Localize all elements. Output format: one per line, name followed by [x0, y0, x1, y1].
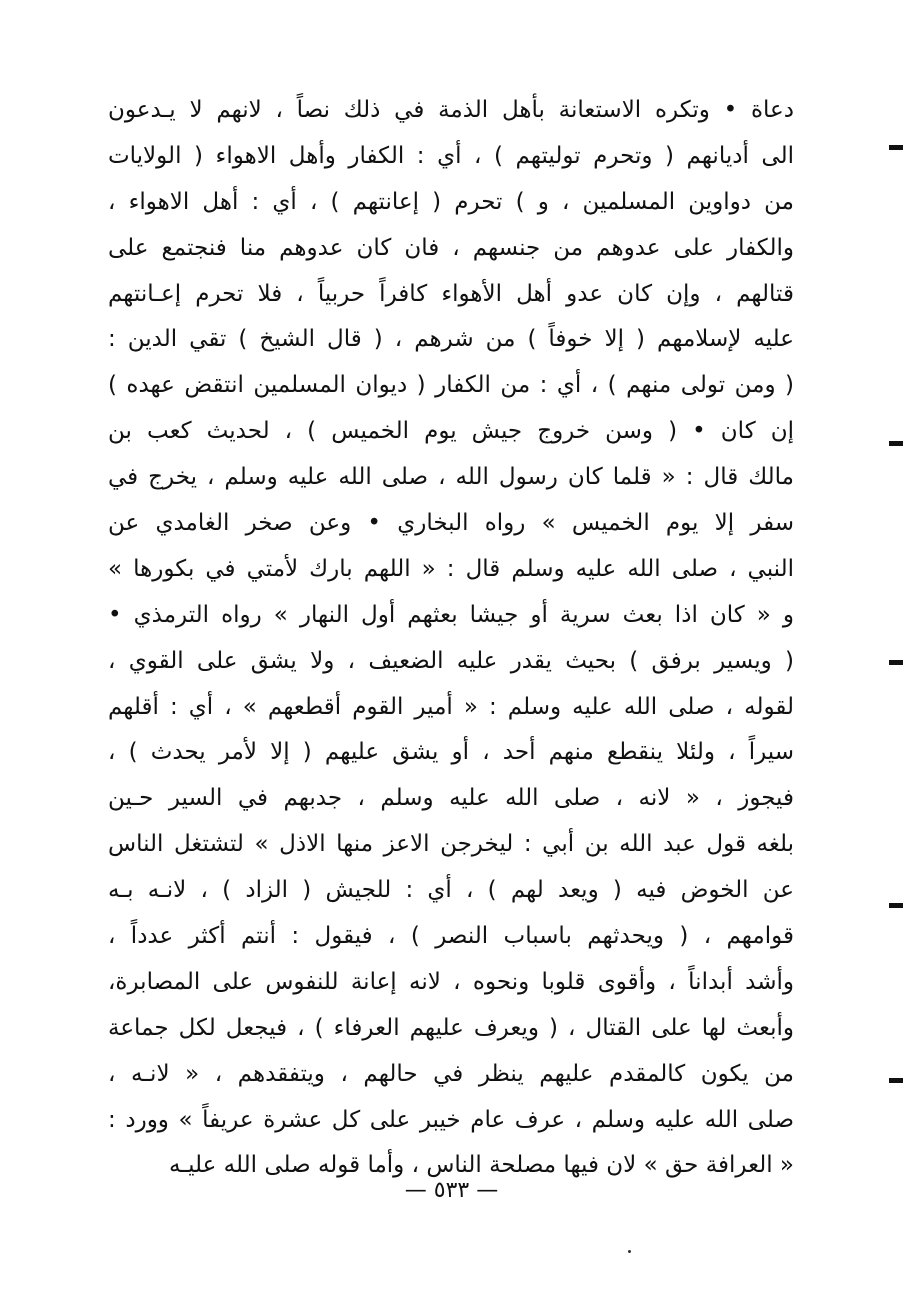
- text-line: وأبعث لها على القتال ، ( ويعرف عليهم العرفاء ) ، فيجعل لكل جماعة: [108, 1014, 794, 1041]
- text-line: صلى الله عليه وسلم ، عرف عام خيبر على كل عشرة عريفاً » وورد :: [108, 1106, 794, 1133]
- text-line: وأشد أبداناً ، وأقوى قلوبا ونحوه ، لانه إعانة للنفوس على المصابرة،: [108, 968, 794, 995]
- margin-mark: [889, 1078, 903, 1083]
- margin-mark: [889, 903, 903, 908]
- text-line: النبي ، صلى الله عليه وسلم قال : « اللهم بارك لأمتي في بكورها »: [108, 555, 794, 582]
- text-line: سفر إلا يوم الخميس » رواه البخاري • وعن صخر الغامدي عن: [108, 510, 794, 537]
- text-line: عن الخوض فيه ( ويعد لهم ) ، أي : للجيش ( الزاد ) ، لانـه بـه: [108, 877, 794, 904]
- text-line: إن كان • ( وسن خروج جيش يوم الخميس ) ، لحديث كعب بن: [108, 418, 794, 445]
- text-line: فيجوز ، « لانه ، صلى الله عليه وسلم ، جدبهم في السير حـين: [108, 785, 794, 812]
- page-number: — ٥٣٣ —: [404, 1178, 499, 1203]
- text-line: والكفار على عدوهم من جنسهم ، فان كان عدوهم منا فنجتمع على: [108, 234, 794, 261]
- text-line: لقوله ، صلى الله عليه وسلم : « أمير القوم أقطعهم » ، أي : أقلهم: [108, 693, 794, 720]
- text-line: « العرافة حق » لان فيها مصلحة الناس ، وأما قوله صلى الله عليـه: [169, 1152, 794, 1179]
- text-line: ( ومن تولى منهم ) ، أي : من الكفار ( ديوان المسلمين انتقض عهده ): [108, 372, 794, 399]
- text-line: بلغه قول عبد الله بن أبي : ليخرجن الاعز منها الاذل » لتشتغل الناس: [108, 831, 794, 858]
- text-line: ( ويسير برفق ) بحيث يقدر عليه الضعيف ، ولا يشق على القوي ،: [108, 647, 794, 674]
- text-line: الى أديانهم ( وتحرم توليتهم ) ، أي : الكفار وأهل الاهواء ( الولايات: [108, 142, 794, 169]
- margin-mark: [889, 145, 903, 150]
- scan-speck: [628, 1250, 631, 1253]
- text-line: من يكون كالمقدم عليهم ينظر في حالهم ، ويتفقدهم ، « لانـه ،: [108, 1060, 794, 1087]
- text-line: و « كان اذا بعث سرية أو جيشا بعثهم أول النهار » رواه الترمذي •: [108, 601, 794, 628]
- text-line: قتالهم ، وإن كان عدو أهل الأهواء كافراً حربياً ، فلا تحرم إعـانتهم: [108, 280, 794, 307]
- margin-mark: [889, 660, 903, 665]
- text-line: مالك قال : « قلما كان رسول الله ، صلى الله عليه وسلم ، يخرج في: [108, 464, 794, 491]
- margin-mark: [889, 441, 903, 446]
- text-line: من دواوين المسلمين ، و ) تحرم ( إعانتهم ) ، أي : أهل الاهواء ،: [108, 188, 794, 215]
- text-line: سيراً ، ولئلا ينقطع منهم أحد ، أو يشق عليهم ( إلا لأمر يحدث ) ،: [108, 739, 794, 766]
- text-line: دعاة • وتكره الاستعانة بأهل الذمة في ذلك نصاً ، لانهم لا يـدعون: [108, 97, 794, 123]
- text-line: عليه لإسلامهم ( إلا خوفاً ) من شرهم ، ( قال الشيخ ) تقي الدين :: [108, 326, 794, 353]
- body-text: [108, 88, 794, 1189]
- text-line: قوامهم ، ( ويحدثهم باسباب النصر ) ، فيقول : أنتم أكثر عدداً ،: [108, 923, 794, 950]
